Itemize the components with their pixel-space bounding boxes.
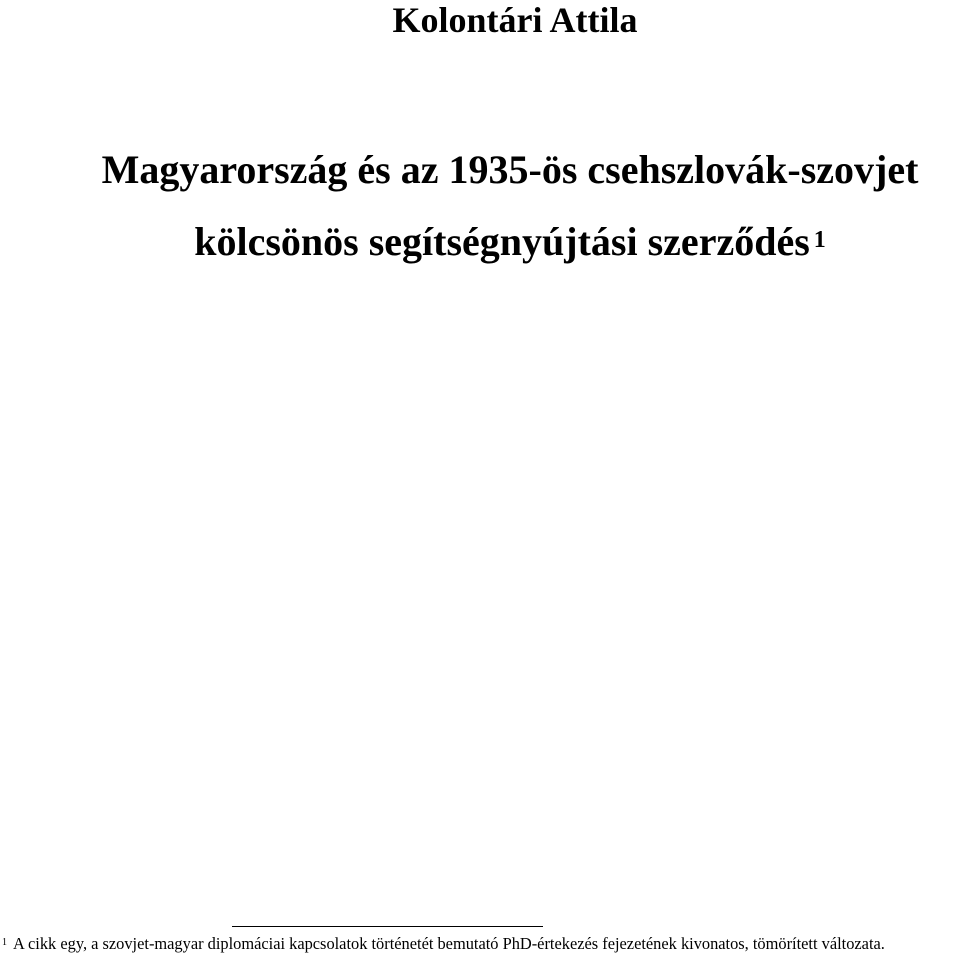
footnote-marker: 1: [2, 937, 7, 948]
footnote-separator: [232, 926, 543, 927]
title-line-2: [0, 220, 960, 264]
title-text-2: kölcsönös segítségnyújtási szerződés: [194, 219, 810, 264]
title-text-1: Magyarország és az 1935-ös csehszlovák-szovjet: [101, 147, 919, 192]
footnote-text: A cikk egy, a szovjet-magyar diplomáciai kapcsolatok történetét bemutató PhD-értekezés fejezetének kivonatos, tömörített változata.: [13, 934, 885, 953]
footnote-reference[interactable]: 1: [813, 227, 826, 253]
title-line-1: [0, 148, 960, 192]
footnote: [2, 934, 958, 954]
author-name: Kolontári Attila: [392, 0, 638, 40]
